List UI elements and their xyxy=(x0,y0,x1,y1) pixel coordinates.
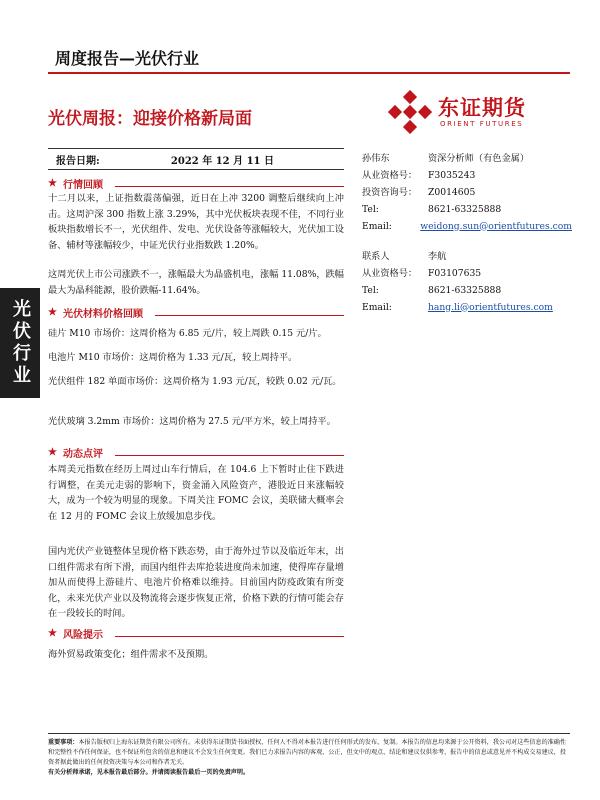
contact-license-label: 从业资格号： xyxy=(362,267,418,279)
analyst-license-row xyxy=(362,167,572,184)
contact-license-row xyxy=(362,265,572,282)
analyst-name-row xyxy=(362,150,572,167)
analyst-tel: 8621-63325888 xyxy=(428,203,502,215)
disclaimer-bold-line: 有关分析师承诺，见本报告最后部分。并请阅读报告最后一页的免责声明。 xyxy=(48,769,250,776)
contact-email-label: Email: xyxy=(362,301,392,313)
analyst-email-row xyxy=(362,218,572,235)
market-review-paragraph-2: 这周光伏上市公司涨跌不一，涨幅最大为晶盛机电，涨幅 11.08%，跌幅最大为晶科能源，股价跌幅-11.64%。 xyxy=(48,269,344,296)
star-icon: ★ xyxy=(48,306,57,318)
market-review-paragraph-1: 十二月以来，上证指数震荡偏强，近日在上冲 3200 调整后继续向上冲击。这周沪深 300 指数上涨 3.29%，其中光伏板块表现不佳，不同行业板块指数增长不一，光伏组件、发电、光伏设备等涨幅较大，光伏加工设备、辅材等涨幅较少，中证光伏行业指数跌 1.20%。 xyxy=(48,193,344,251)
analyst-advisory: Z0014605 xyxy=(428,186,476,198)
analyst-license: F3035243 xyxy=(428,169,476,181)
material-price-module: 光伏组件 182 单面市场价：这周价格为 1.93 元/瓦，较跌 0.02 元/瓦。 xyxy=(48,376,342,387)
orient-futures-logo-icon xyxy=(388,90,432,134)
report-type: 周度报告—光伏行业 xyxy=(55,49,200,68)
analyst-name: 孙伟东 xyxy=(362,152,390,164)
analyst-email-link[interactable]: weidong.sun@orientfutures.com xyxy=(420,220,572,232)
analyst-title: 资深分析师（有色金属） xyxy=(428,152,530,164)
material-price-glass: 光伏玻璃 3.2mm 市场价：这周价格为 27.5 元/平方米，较上周持平。 xyxy=(48,416,336,427)
material-price-cell: 电池片 M10 市场价：这周价格为 1.33 元/瓦，较上周持平。 xyxy=(48,352,298,363)
disclaimer xyxy=(48,738,570,778)
disclaimer-divider xyxy=(48,733,570,734)
section-rule xyxy=(115,636,344,637)
section-heading-text: 动态点评 xyxy=(62,448,103,460)
star-icon: ★ xyxy=(48,446,57,458)
report-date-row xyxy=(48,148,344,170)
contact-tel: 8621-63325888 xyxy=(428,284,502,296)
analyst-advisory-row xyxy=(362,184,572,201)
disclaimer-text: 本报告版权归上海东证期货有限公司所有。未获得东证期货书面授权，任何人不得对本报告进行任何形式的发布、复制。本报告的信息均来源于公开资料，我公司对这些信息的准确性和完整性不作任何保证，也不保证所包含的信息和建议不会发生任何变更。我们已力求报告内容的客观、公正，但文中的观点、结论和建议仅供参考，报告中的信息或意见并不构成交易建议，投资者据此做出的任何投资决策与本公司和作者无关。 xyxy=(48,739,566,766)
header-divider xyxy=(48,72,570,74)
contact-name: 李航 xyxy=(428,250,447,262)
section-rule xyxy=(115,455,344,456)
logo-name-cn: 东证期货 xyxy=(438,96,526,120)
section-rule xyxy=(155,315,344,316)
report-date-value: 2022 年 12 月 11 日 xyxy=(170,156,274,167)
contact-tel-label: Tel: xyxy=(362,284,379,296)
report-title: 光伏周报：迎接价格新局面 xyxy=(48,109,252,129)
star-icon: ★ xyxy=(48,627,57,639)
contact-tel-row xyxy=(362,282,572,299)
section-heading-text: 光伏材料价格回顾 xyxy=(62,308,143,320)
analyst-card-contact xyxy=(362,248,572,316)
disclaimer-label: 重要事项： xyxy=(48,739,79,746)
section-risk-heading xyxy=(48,626,344,640)
side-category-band xyxy=(0,288,40,398)
section-market-review-heading xyxy=(48,176,344,190)
commentary-paragraph-2: 国内光伏产业链整体呈现价格下跌态势，由于海外过节以及临近年末，出口组件需求有所下滑，而国内组件去库抢装进度尚未加速，使得库存量增加从而使得上游硅片、电池片价格难以维持。目前国内防疫政策有所变化，未来光伏产业以及物流将会逐步恢复正常，价格下跌的行情可能会存在一段较长的时间。 xyxy=(48,546,344,619)
side-category-label: 光伏行业 xyxy=(10,299,31,387)
risk-paragraph: 海外贸易政策变化；组件需求不及预期。 xyxy=(48,649,214,660)
analyst-tel-label: Tel: xyxy=(362,203,379,215)
analyst-license-label: 从业资格号： xyxy=(362,169,418,181)
material-price-silicon-wafer: 硅片 M10 市场价：这周价格为 6.85 元/片，较上周跌 0.15 元/片。 xyxy=(48,328,327,339)
analyst-tel-row xyxy=(362,201,572,218)
star-icon: ★ xyxy=(48,177,57,189)
logo-name-en: ORIENT FUTURES xyxy=(440,120,524,128)
section-rule xyxy=(115,186,344,187)
analyst-advisory-label: 投资咨询号： xyxy=(362,186,418,198)
analyst-card-primary xyxy=(362,150,572,235)
section-heading-text: 行情回顾 xyxy=(62,179,103,191)
contact-email-row xyxy=(362,299,572,316)
contact-email-link[interactable]: hang.li@orientfutures.com xyxy=(428,301,553,313)
section-heading-text: 风险提示 xyxy=(62,629,103,641)
commentary-paragraph-1: 本周美元指数在经历上周过山车行情后，在 104.6 上下暂时止住下跌进行调整，在美元走弱的影响下，资金涌入风险资产，港股近日来涨幅较大，成为一个较为明显的现象。下周关注 FOMC 会议，美联储大概率会在 12 月的 FOMC 会议上放缓加息步伐。 xyxy=(48,464,344,522)
section-commentary-heading xyxy=(48,445,344,459)
company-logo xyxy=(388,90,568,134)
section-material-prices-heading xyxy=(48,305,344,319)
report-date-label: 报告日期: xyxy=(56,156,100,167)
contact-name-row xyxy=(362,248,572,265)
analyst-email-label: Email: xyxy=(362,220,392,232)
contact-name-label: 联系人 xyxy=(362,250,390,262)
contact-license: F03107635 xyxy=(428,267,482,279)
